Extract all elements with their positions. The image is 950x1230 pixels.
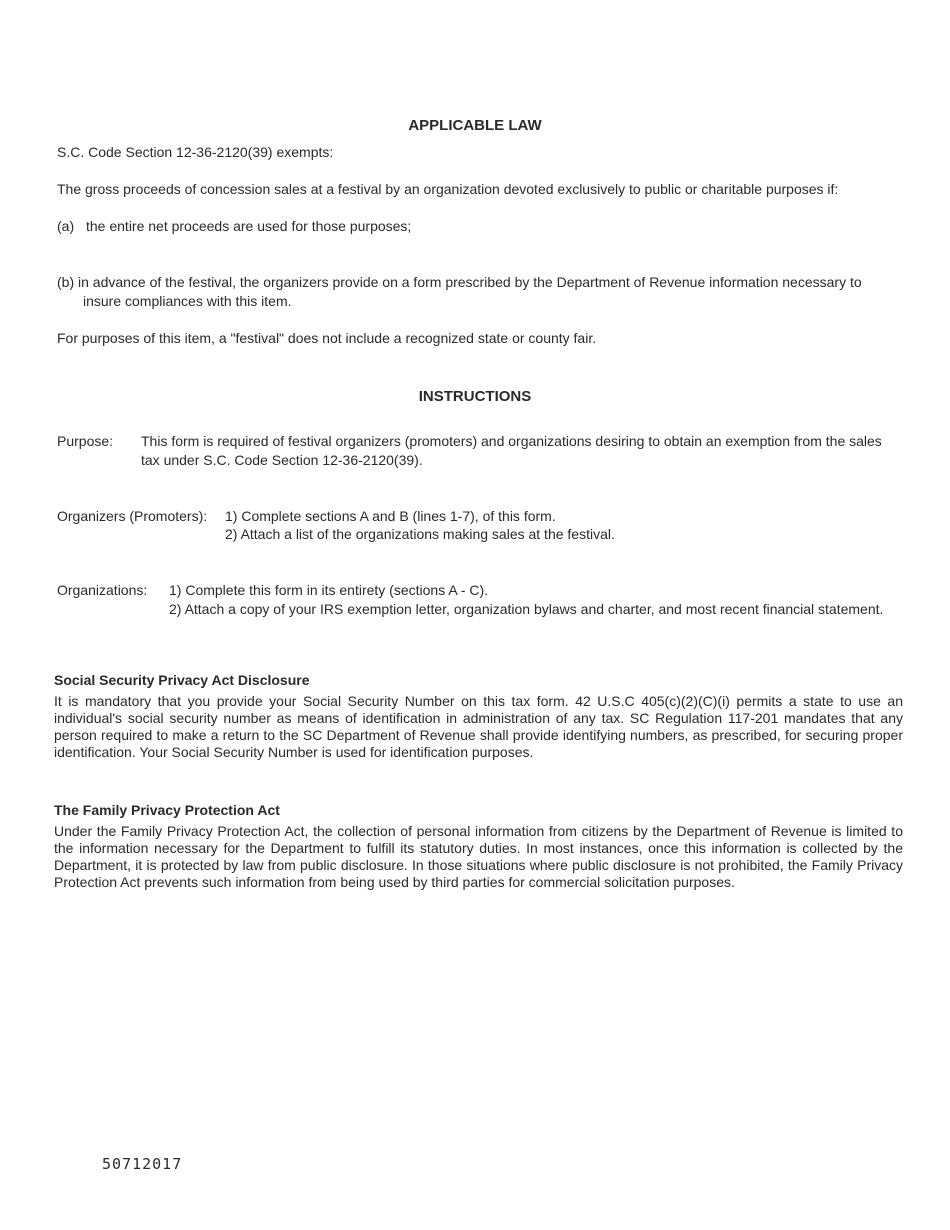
item-b-line-1: (b) in advance of the festival, the organizers provide on a form prescribed by the Department of Revenue information necessary to <box>57 274 862 290</box>
ssn-disclosure-body: It is mandatory that you provide your Social Security Number on this tax form. 42 U.S.C 405(c)(2)(C)(i) permits a state to use an individual's social security number as means of identification in administration of any tax. SC Regulation 117-201 mandates that any person required to make a return to the SC Department of Revenue shall provide identifying numbers, as prescribed, for securing proper identification. Your Social Security Number is used for identification purposes. <box>54 693 903 760</box>
organizations-label: Organizations: <box>57 582 148 598</box>
code-section-line: S.C. Code Section 12-36-2120(39) exempts: <box>57 144 334 160</box>
applicable-law-heading: APPLICABLE LAW <box>408 117 542 134</box>
family-privacy-body: Under the Family Privacy Protection Act, the collection of personal information from citizens by the Department of Revenue is limited to the information necessary for the Department to fulfill its statutory duties. In most instances, once this information is collected by the Department, it is protected by law from public disclosure. In those situations where public disclosure is not prohibited, the Family Privacy Protection Act prevents such information from being used by third parties for commercial solicitation purposes. <box>54 823 903 890</box>
purpose-label: Purpose: <box>57 433 114 449</box>
ssn-disclosure-heading: Social Security Privacy Act Disclosure <box>54 672 310 688</box>
instructions-heading: INSTRUCTIONS <box>418 388 532 405</box>
item-b-line-2: insure compliances with this item. <box>83 293 292 309</box>
purpose-line-2: tax under S.C. Code Section 12-36-2120(39). <box>141 452 423 468</box>
item-a-label: (a) <box>57 218 75 234</box>
organizations-step-1: 1) Complete this form in its entirety (sections A - C). <box>169 582 488 598</box>
organizers-step-1: 1) Complete sections A and B (lines 1-7), of this form. <box>225 508 556 524</box>
gross-proceeds-paragraph: The gross proceeds of concession sales at a festival by an organization devoted exclusively to public or charitable purposes if: <box>57 181 839 197</box>
organizers-label: Organizers (Promoters): <box>57 508 208 524</box>
form-id: 50712017 <box>102 1155 183 1173</box>
purpose-line-1: This form is required of festival organizers (promoters) and organizations desiring to obtain an exemption from the sales <box>141 433 882 449</box>
organizations-step-2: 2) Attach a copy of your IRS exemption letter, organization bylaws and charter, and most recent financial statement. <box>169 601 884 617</box>
festival-note: For purposes of this item, a "festival" does not include a recognized state or county fair. <box>57 330 597 346</box>
family-privacy-heading: The Family Privacy Protection Act <box>54 802 280 818</box>
item-a-text: the entire net proceeds are used for those purposes; <box>86 218 412 234</box>
organizers-step-2: 2) Attach a list of the organizations making sales at the festival. <box>225 526 615 542</box>
